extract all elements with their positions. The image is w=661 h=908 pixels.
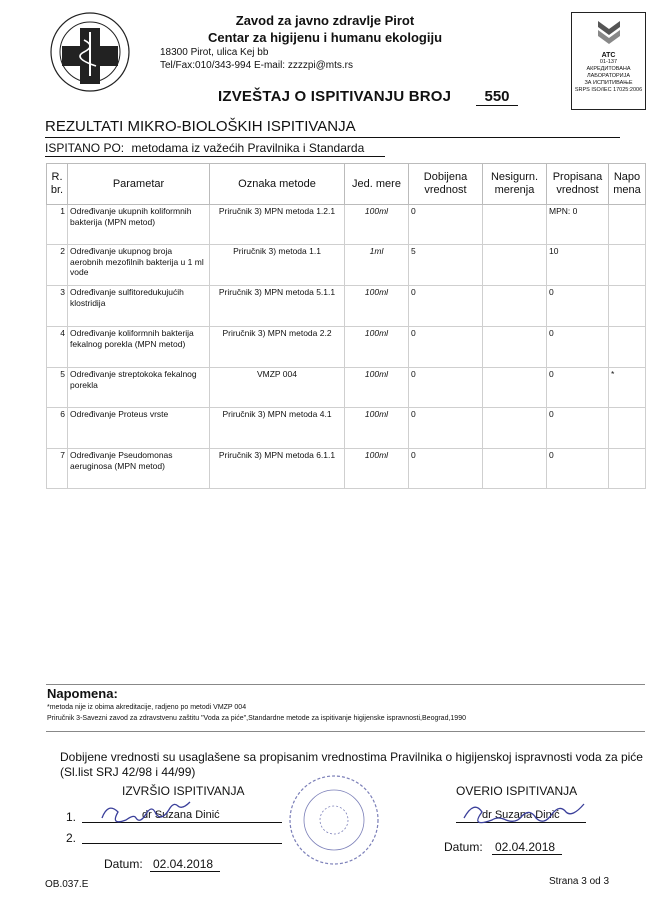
institute-name <box>160 12 490 46</box>
date-label-right: Datum: <box>444 840 483 854</box>
conclusion-text: Dobijene vrednosti su usaglašene sa propisanim vrednostima Pravilnika o higijenskoj ispravnosti voda za piće (Sl.list SRJ 42/98 i 44/99) <box>60 750 643 779</box>
notes-line1: *metoda nije iz obima akreditacije, radjeno po metodi VMZP 004 <box>47 704 247 711</box>
cell-note <box>609 245 646 286</box>
cell-unit: 100ml <box>345 327 409 368</box>
cell-note <box>609 408 646 449</box>
table-row <box>47 205 646 245</box>
accreditation-line3: ЗА ИСПИТИВАЊЕ <box>584 80 633 86</box>
cell-uncertainty <box>483 408 547 449</box>
accreditation-brand: ATC <box>601 52 616 59</box>
cell-obtained: 0 <box>409 327 483 368</box>
accreditation-line2: ЛАБОРАТОРИЈА <box>586 73 631 79</box>
cell-note <box>609 449 646 489</box>
cell-note <box>609 286 646 327</box>
institute-address: 18300 Pirot, ulica Kej bb <box>160 47 269 58</box>
report-title: IZVEŠTAJ O ISPITIVANJU BROJ <box>218 88 452 105</box>
cell-prescribed: 0 <box>547 408 609 449</box>
signature-number-2: 2. <box>66 831 77 845</box>
table-header-row <box>47 164 646 205</box>
cell-no: 7 <box>47 449 68 489</box>
accreditation-standard: SRPS ISO/IEC 17025:2006 <box>574 87 643 93</box>
date-line-left <box>150 871 220 872</box>
header-obtained: Dobijena vrednost <box>409 164 483 205</box>
cell-obtained: 0 <box>409 368 483 408</box>
signature-line-2 <box>82 843 282 844</box>
executed-label: IZVRŠIO ISPITIVANJA <box>122 784 245 798</box>
cell-method: Priručnik 3) MPN metoda 4.1 <box>210 408 345 449</box>
page-number: Strana 3 od 3 <box>549 876 610 887</box>
cell-method: Priručnik 3) MPN metoda 5.1.1 <box>210 286 345 327</box>
cell-note <box>609 205 646 245</box>
institute-contact: Tel/Fax:010/343-994 E-mail: zzzzpi@mts.rs <box>160 60 353 71</box>
executed-name: dr Suzana Dinić <box>142 809 220 821</box>
cell-method: Priručnik 3) metoda 1.1 <box>210 245 345 286</box>
table-row <box>47 245 646 286</box>
cell-prescribed: 0 <box>547 449 609 489</box>
cell-unit: 1ml <box>345 245 409 286</box>
notes-line2: Priručnik 3-Savezni zavod za zdravstvenu zaštitu "Voda za piće",Standardne metode za ispitivanje higijenske ispravnosti,Beograd,1990 <box>47 715 466 722</box>
cell-uncertainty <box>483 205 547 245</box>
cell-prescribed: 10 <box>547 245 609 286</box>
cell-no: 4 <box>47 327 68 368</box>
cell-prescribed: MPN: 0 <box>547 205 609 245</box>
notes-title: Napomena: <box>47 686 118 701</box>
cell-method: Priručnik 3) MPN metoda 2.2 <box>210 327 345 368</box>
institute-address-block <box>160 46 353 72</box>
cell-obtained: 0 <box>409 286 483 327</box>
cell-no: 2 <box>47 245 68 286</box>
cell-method: Priručnik 3) MPN metoda 6.1.1 <box>210 449 345 489</box>
atc-logo-icon <box>594 17 624 47</box>
date-right: 02.04.2018 <box>495 840 556 854</box>
report-number: 550 <box>476 88 518 106</box>
table-row <box>47 368 646 408</box>
section-divider <box>45 137 620 138</box>
cell-unit: 100ml <box>345 449 409 489</box>
cell-note <box>609 327 646 368</box>
handwritten-signature-executor <box>96 798 196 835</box>
cell-obtained: 0 <box>409 205 483 245</box>
cell-unit: 100ml <box>345 368 409 408</box>
cell-parameter: Određivanje streptokoka fekalnog porekla <box>68 368 210 408</box>
cell-prescribed: 0 <box>547 327 609 368</box>
results-table <box>46 163 646 489</box>
cell-obtained: 0 <box>409 449 483 489</box>
header-method: Oznaka metode <box>210 164 345 205</box>
date-left: 02.04.2018 <box>153 857 214 871</box>
table-row <box>47 286 646 327</box>
cell-parameter: Određivanje sulfitoredukujućih klostridija <box>68 286 210 327</box>
tested-by-divider <box>45 156 385 157</box>
cell-note: * <box>609 368 646 408</box>
cell-uncertainty <box>483 368 547 408</box>
form-code: OB.037.E <box>45 879 89 890</box>
table-row <box>47 327 646 368</box>
cell-uncertainty <box>483 245 547 286</box>
tested-by-label: ISPITANO PO: <box>45 141 125 155</box>
cell-obtained: 0 <box>409 408 483 449</box>
cell-parameter: Određivanje ukupnog broja aerobnih mezofilnih bakterija u 1 ml vode <box>68 245 210 286</box>
table-row <box>47 449 646 489</box>
cell-parameter: Određivanje ukupnih koliformnih bakterija (MPN metod) <box>68 205 210 245</box>
date-label-left: Datum: <box>104 857 143 871</box>
cell-prescribed: 0 <box>547 286 609 327</box>
accreditation-code: 01-137 <box>599 59 618 65</box>
header-unit: Jed. mere <box>345 164 409 205</box>
cell-unit: 100ml <box>345 408 409 449</box>
accreditation-badge <box>571 12 646 110</box>
cell-obtained: 5 <box>409 245 483 286</box>
date-line-right <box>492 854 562 855</box>
cell-uncertainty <box>483 449 547 489</box>
header-uncertainty: Nesigurn. merenja <box>483 164 547 205</box>
table-row <box>47 408 646 449</box>
round-stamp <box>286 772 382 873</box>
cell-no: 1 <box>47 205 68 245</box>
verified-label: OVERIO ISPITIVANJA <box>456 784 578 798</box>
institute-line1: Zavod za javno zdravlje Pirot <box>235 13 415 28</box>
cell-unit: 100ml <box>345 205 409 245</box>
cell-uncertainty <box>483 286 547 327</box>
tested-by <box>45 141 364 155</box>
verified-name: dr Suzana Dinić <box>482 809 560 821</box>
cell-method: Priručnik 3) MPN metoda 1.2.1 <box>210 205 345 245</box>
tested-by-value: metodama iz važećih Pravilnika i Standarda <box>131 141 365 155</box>
cell-unit: 100ml <box>345 286 409 327</box>
cell-no: 5 <box>47 368 68 408</box>
handwritten-signature-verifier <box>460 796 590 835</box>
section-title: REZULTATI MIKRO-BIOLOŠKIH ISPITIVANJA <box>45 118 356 135</box>
institute-line2: Centar za higijenu i humanu ekologiju <box>207 30 443 45</box>
cell-parameter: Određivanje koliformnih bakterija fekalnog porekla (MPN metod) <box>68 327 210 368</box>
cell-parameter: Određivanje Pseudomonas aeruginosa (MPN metod) <box>68 449 210 489</box>
signature-number-1: 1. <box>66 810 77 824</box>
cell-uncertainty <box>483 327 547 368</box>
accreditation-line1: АКРЕДИТОВАНА <box>586 66 631 72</box>
header-parameter: Parametar <box>68 164 210 205</box>
cell-no: 6 <box>47 408 68 449</box>
cell-prescribed: 0 <box>547 368 609 408</box>
institute-logo <box>48 10 132 94</box>
cell-no: 3 <box>47 286 68 327</box>
header-rbr: R. br. <box>47 164 68 205</box>
header-note: Napo mena <box>609 164 646 205</box>
header-prescribed: Propisana vrednost <box>547 164 609 205</box>
cell-parameter: Određivanje Proteus vrste <box>68 408 210 449</box>
cell-method: VMZP 004 <box>210 368 345 408</box>
